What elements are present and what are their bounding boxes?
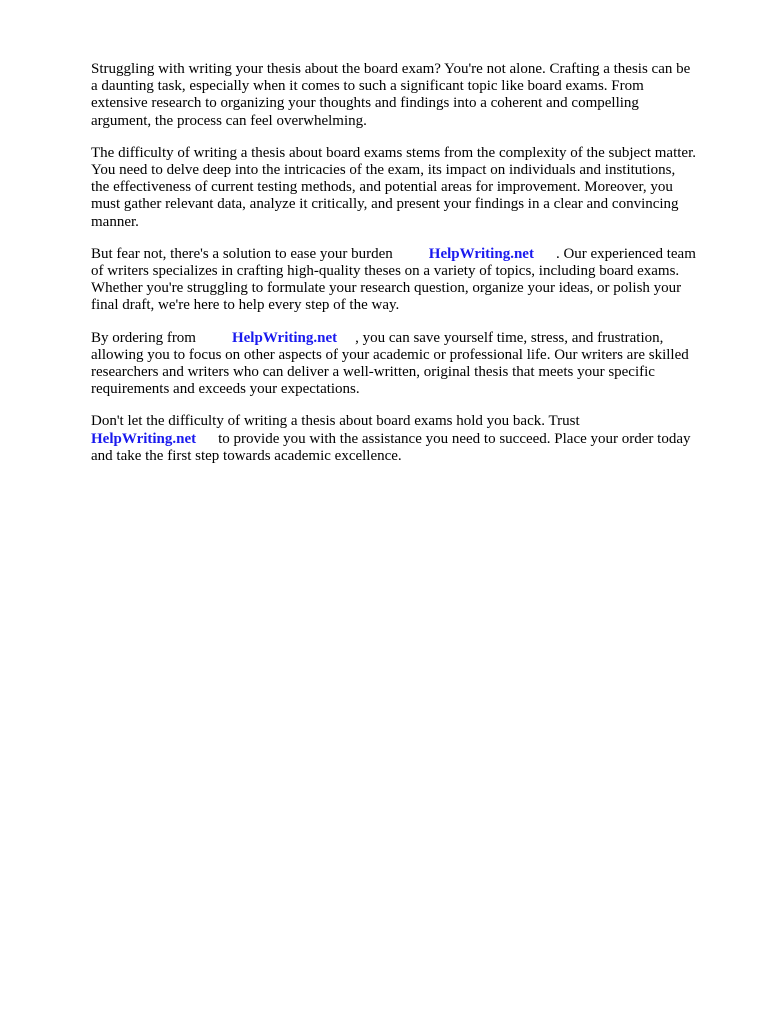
paragraph-solution	[91, 246, 731, 315]
text-line: Struggling with writing your thesis about the board exam? You're not alone. Crafting a thesis can be	[91, 61, 691, 77]
helpwriting-link[interactable]: HelpWriting.net	[428, 245, 534, 262]
text-line: Whether you're struggling to formulate your research question, organize your ideas, or polish your	[91, 280, 682, 297]
text-line: argument, the process can feel overwhelming.	[91, 112, 367, 129]
helpwriting-link[interactable]: HelpWriting.net	[231, 329, 338, 346]
text-line: manner.	[91, 213, 139, 230]
text-line: and take the first step towards academic excellence.	[91, 447, 402, 464]
text-fragment: , you can save yourself time, stress, and frustration,	[355, 329, 664, 346]
paragraph-ordering	[91, 330, 731, 399]
text-line: requirements and exceeds your expectations.	[91, 381, 360, 398]
text-line: a daunting task, especially when it comes to such a significant topic like board exams. From	[91, 78, 644, 95]
text-line: Don't let the difficulty of writing a thesis about board exams hold you back. Trust	[91, 413, 580, 430]
text-line: extensive research to organizing your thoughts and findings into a coherent and compelling	[91, 95, 639, 112]
text-line: The difficulty of writing a thesis about board exams stems from the complexity of the subject matter.	[91, 144, 696, 161]
text-line: final draft, we're here to help every step of the way.	[91, 297, 400, 314]
text-fragment: By ordering from	[91, 329, 196, 346]
text-fragment: . Our experienced team	[555, 245, 696, 262]
paragraph-difficulty	[91, 145, 731, 231]
helpwriting-link[interactable]: HelpWriting.net	[91, 430, 197, 447]
text-line: must gather relevant data, analyze it critically, and present your findings in a clear and convincing	[91, 196, 679, 213]
text-line-with-link	[91, 431, 731, 448]
paragraph-closing	[91, 413, 731, 465]
paragraph-intro	[91, 61, 731, 130]
text-line: allowing you to focus on other aspects of your academic or professional life. Our writers are skilled	[91, 346, 689, 363]
text-fragment: But fear not, there's a solution to ease your burden	[91, 245, 393, 262]
text-line-with-link	[91, 246, 731, 263]
text-line: the effectiveness of current testing methods, and potential areas for improvement. Moreover, you	[91, 179, 673, 196]
document-page	[91, 61, 731, 480]
text-line-with-link	[91, 330, 731, 347]
text-fragment: to provide you with the assistance you need to succeed. Place your order today	[218, 430, 691, 447]
text-line: You need to delve deep into the intricacies of the exam, its impact on individuals and institutions,	[91, 162, 676, 179]
text-line: of writers specializes in crafting high-quality theses on a variety of topics, including board exams.	[91, 263, 680, 280]
text-line: researchers and writers who can deliver a well-written, original thesis that meets your specific	[91, 364, 655, 381]
